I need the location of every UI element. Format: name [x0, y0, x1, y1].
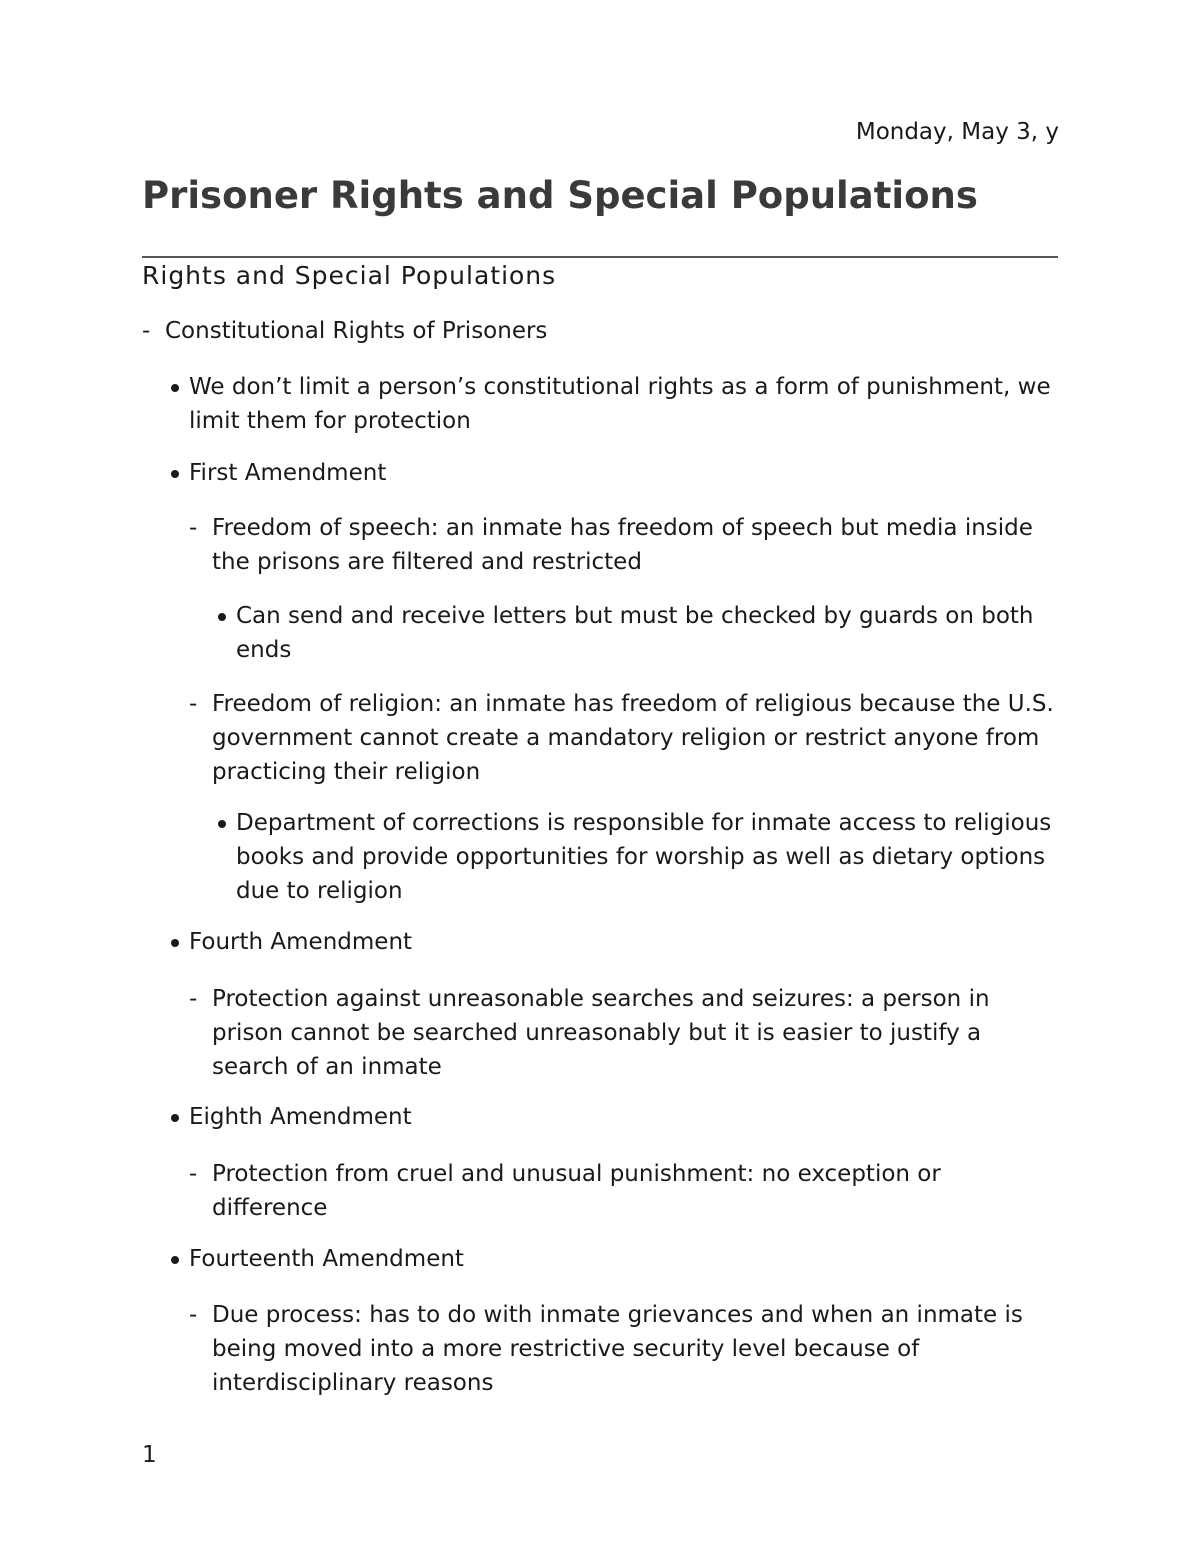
- outline-item: [189, 1157, 1058, 1225]
- document-title: Prisoner Rights and Special Populations: [142, 174, 978, 217]
- outline-item-text: Eighth Amendment: [189, 1104, 412, 1130]
- bullet-icon: [171, 1114, 179, 1122]
- outline-item-text: Protection against unreasonable searches and seizures: a person in prison cannot be searched unreasonably but it is easier to justify a search of an inmate: [212, 986, 990, 1080]
- outline-item: [189, 456, 1058, 490]
- bullet-icon: [218, 820, 226, 828]
- outline-item-text: Department of corrections is responsible for inmate access to religious books and provide opportunities for worship as well as dietary options due to religion: [236, 810, 1052, 904]
- outline-item: [189, 982, 1058, 1084]
- outline-item: [189, 687, 1058, 789]
- bullet-icon: [171, 384, 179, 392]
- outline-item: [189, 1242, 1058, 1276]
- outline-item-text: Protection from cruel and unusual punishment: no exception or difference: [212, 1161, 941, 1221]
- bullet-icon: [171, 1256, 179, 1264]
- outline-item-text: Due process: has to do with inmate grievances and when an inmate is being moved into a more restrictive security level because of interdisciplinary reasons: [212, 1302, 1023, 1396]
- outline-item-text: Freedom of religion: an inmate has freedom of religious because the U.S. government cannot create a mandatory religion or restrict anyone from practicing their religion: [212, 691, 1054, 785]
- bullet-icon: [171, 939, 179, 947]
- outline-item-text: First Amendment: [189, 460, 387, 486]
- outline-item-text: Constitutional Rights of Prisoners: [165, 318, 548, 344]
- dash-marker: -: [142, 318, 151, 344]
- title-divider: [142, 256, 1058, 258]
- section-title: Rights and Special Populations: [142, 261, 557, 290]
- dash-marker: -: [189, 691, 198, 717]
- bullet-icon: [218, 613, 226, 621]
- outline-item-text: Freedom of speech: an inmate has freedom of speech but media inside the prisons are filtered and restricted: [212, 515, 1033, 575]
- page-number: 1: [142, 1442, 157, 1468]
- outline-item-text: We don’t limit a person’s constitutional rights as a form of punishment, we limit them for protection: [189, 374, 1051, 434]
- dash-marker: -: [189, 1161, 198, 1187]
- outline-item: [189, 1298, 1058, 1400]
- outline-item-text: Fourth Amendment: [189, 929, 413, 955]
- outline-item-text: Fourteenth Amendment: [189, 1246, 464, 1272]
- outline-item: [189, 925, 1058, 959]
- outline-item-text: Can send and receive letters but must be checked by guards on both ends: [236, 603, 1034, 663]
- bullet-icon: [171, 470, 179, 478]
- outline-item: [236, 599, 1058, 667]
- outline-item: [189, 370, 1058, 438]
- dash-marker: -: [189, 986, 198, 1012]
- outline-item: [142, 314, 1058, 348]
- outline-item: [189, 511, 1058, 579]
- dash-marker: -: [189, 515, 198, 541]
- outline-item: [189, 1100, 1058, 1134]
- dash-marker: -: [189, 1302, 198, 1328]
- document-date: Monday, May 3, y: [855, 119, 1059, 145]
- outline-item: [236, 806, 1058, 908]
